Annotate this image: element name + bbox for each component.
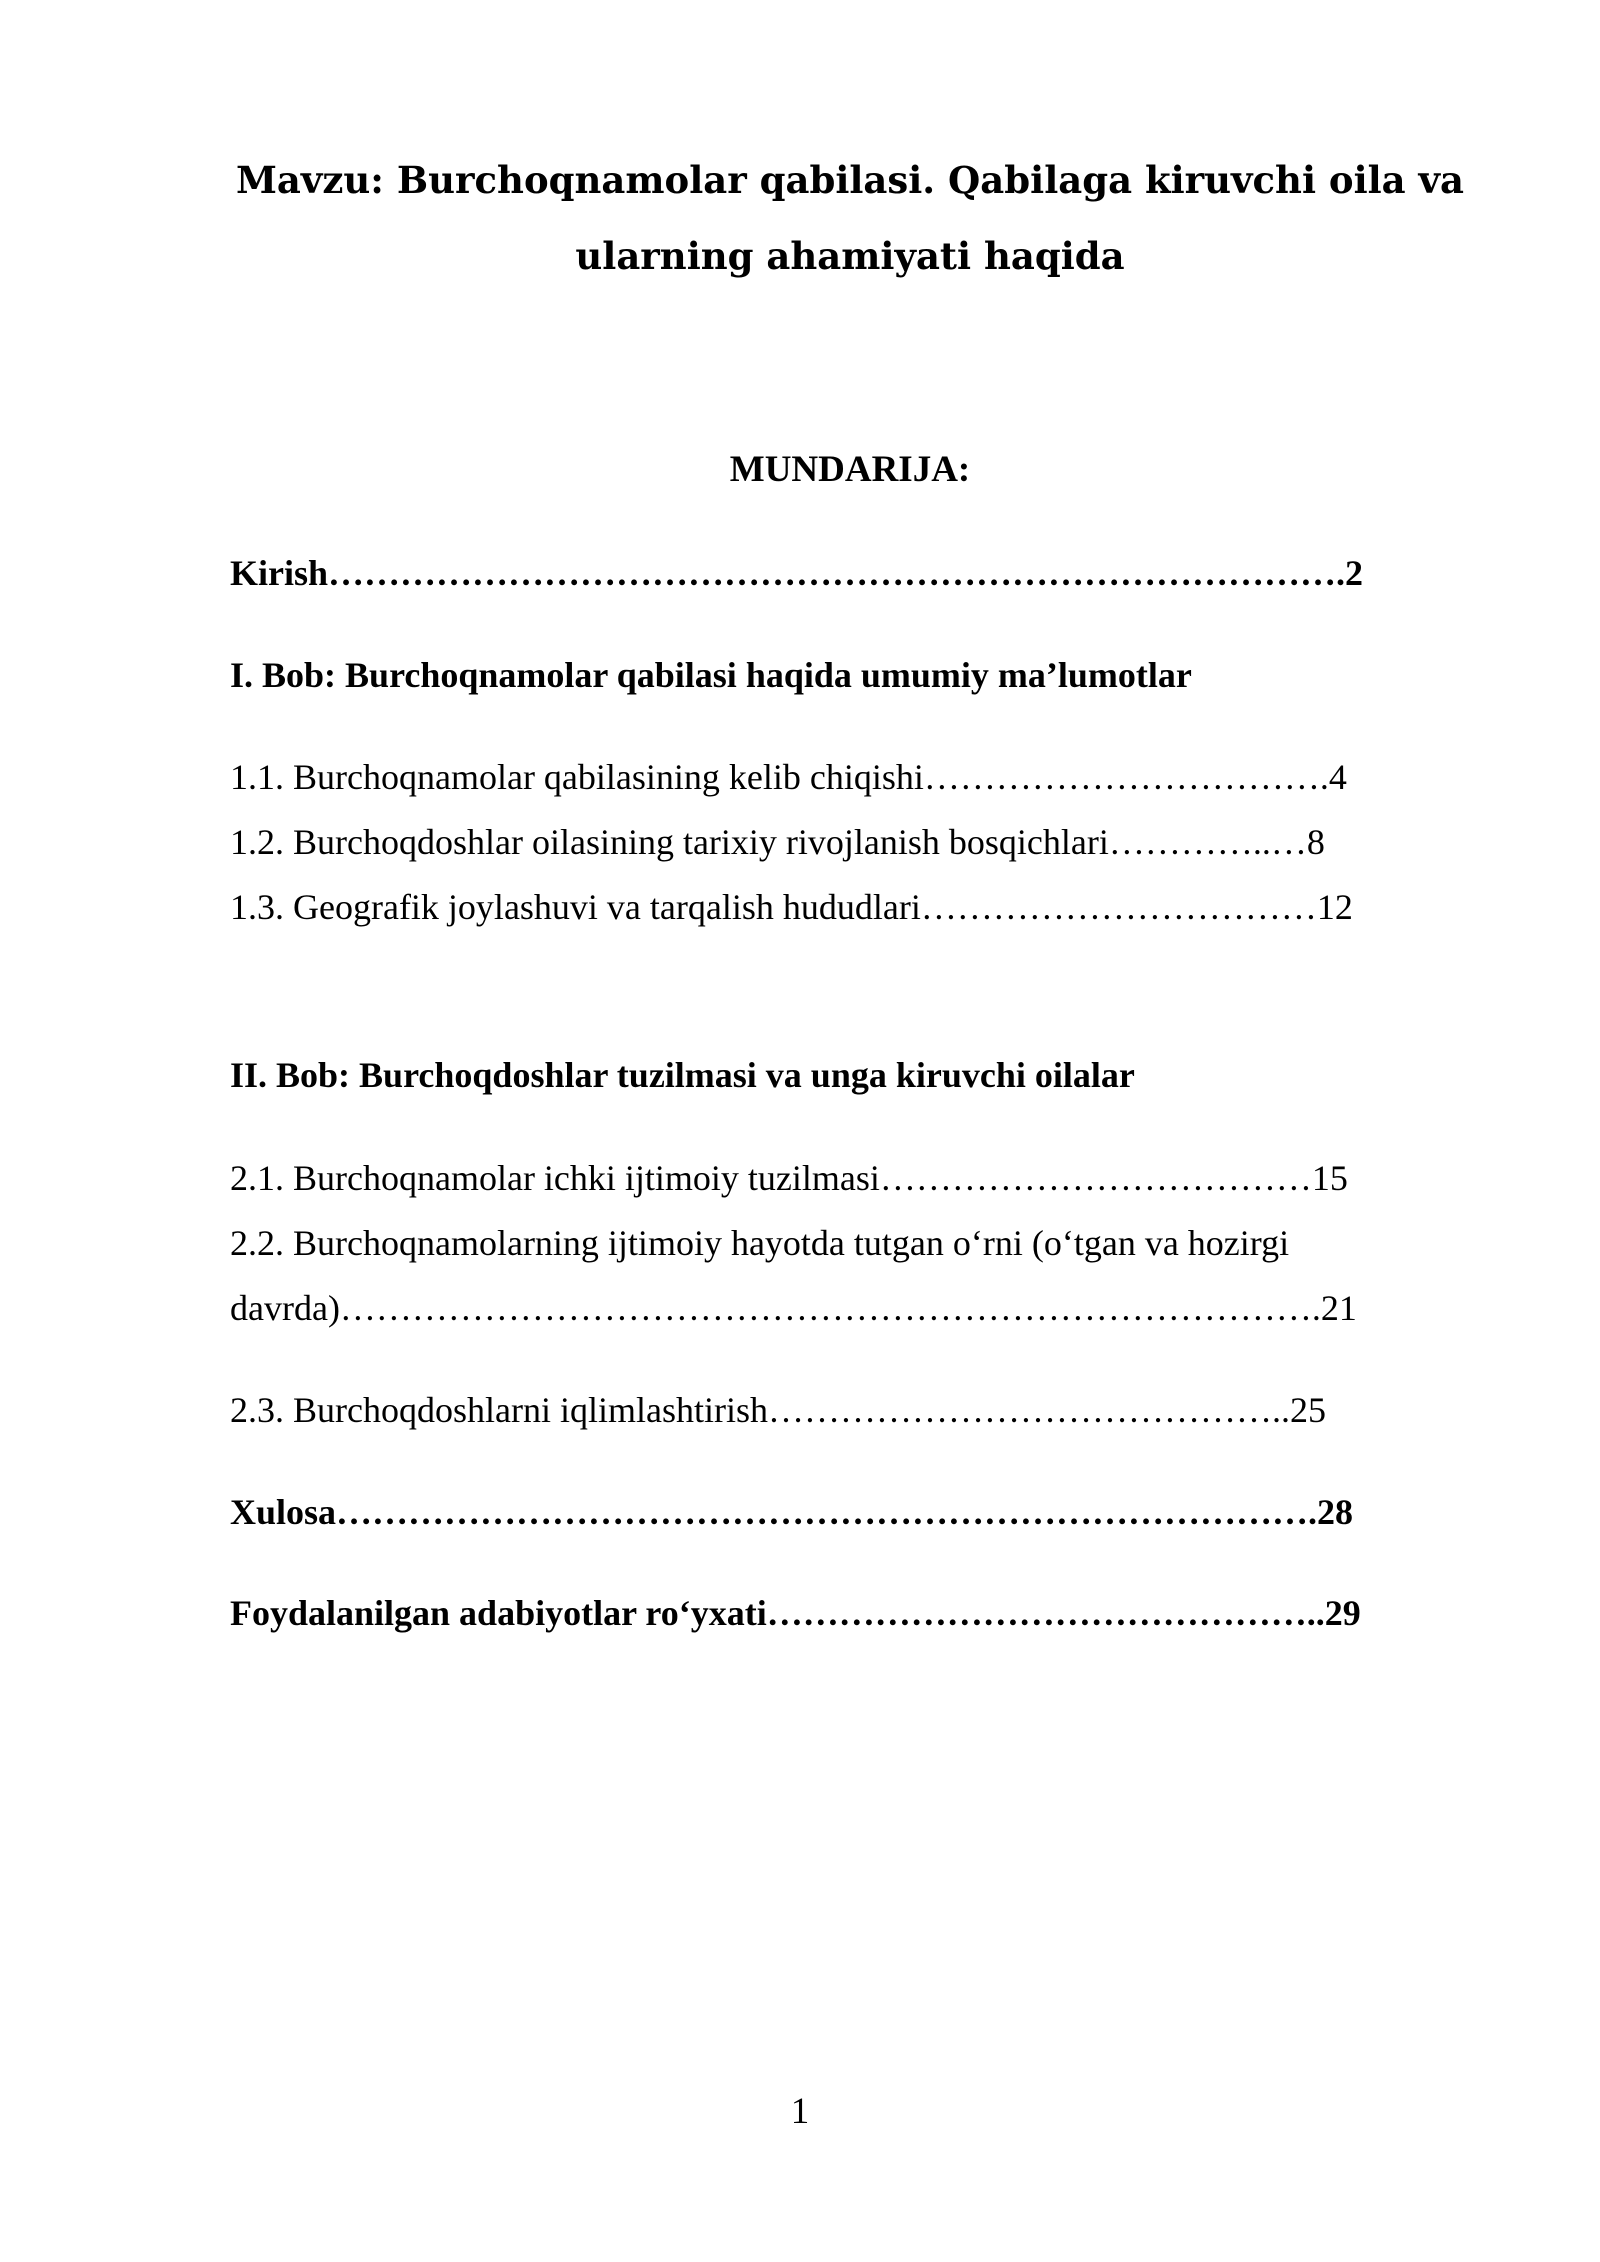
toc-entry-kirish: Kirish………………………………………………………………………….2: [230, 553, 1364, 593]
toc-entry-2-1: 2.1. Burchoqnamolar ichki ijtimoiy tuzilmasi………………………………15: [230, 1158, 1348, 1198]
title-line-2: ularning ahamiyati haqida: [575, 234, 1125, 278]
document-title: [230, 142, 1470, 294]
page-number: 1: [790, 2091, 810, 2132]
toc-entry-xulosa: Xulosa……………………………………………………………………….28: [230, 1492, 1354, 1532]
toc-entry-2-2-line-1: 2.2. Burchoqnamolarning ijtimoiy hayotda tutgan o‘rni (o‘tgan va hozirgi: [230, 1223, 1290, 1263]
toc-entry-2-2-line-2: davrda)……………………………………………………………………….21: [230, 1288, 1357, 1328]
toc-entry-2-3: 2.3. Burchoqdoshlarni iqlimlashtirish……………………………………..25: [230, 1390, 1326, 1430]
toc-entry-adabiyotlar: Foydalanilgan adabiyotlar ro‘yxati………………………………………..29: [230, 1593, 1361, 1633]
toc-entry-1-1: 1.1. Burchoqnamolar qabilasining kelib chiqishi…………………………….4: [230, 757, 1347, 797]
toc-entry-1-2: 1.2. Burchoqdoshlar oilasining tarixiy rivojlanish bosqichlari…………..…8: [230, 822, 1325, 862]
title-line-1: Mavzu: Burchoqnamolar qabilasi. Qabilaga kiruvchi oila va: [235, 158, 1465, 202]
toc-chapter-1: I. Bob: Burchoqnamolar qabilasi haqida umumiy ma’lumotlar: [230, 655, 1192, 695]
toc-entry-1-3: 1.3. Geografik joylashuvi va tarqalish hududlari……………………………12: [230, 887, 1353, 927]
toc-chapter-2: II. Bob: Burchoqdoshlar tuzilmasi va unga kiruvchi oilalar: [230, 1055, 1135, 1095]
toc-heading: MUNDARIJA:: [729, 449, 971, 490]
